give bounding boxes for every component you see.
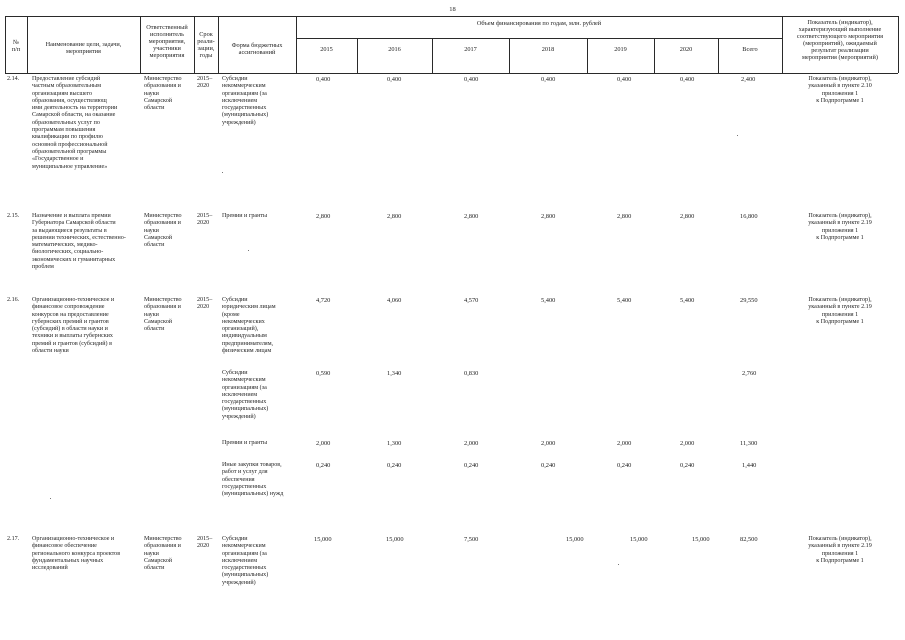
value-2019: 0,400 [617,76,632,83]
row-form: Премии и гранты [222,440,268,446]
header-divider [587,38,588,73]
header-divider [357,38,358,73]
value-2017: 2,000 [464,440,479,447]
header-executor: Ответственный исполнитель мероприятия, участники мероприятия [146,24,188,59]
row-executor: Министерство образования и науки Самарской области [144,297,182,333]
row-number: 2.17. [7,536,20,542]
value-2020: 2,800 [680,213,695,220]
row-name: Организационно-техническое и финансовое обеспечение регионального конкурса проектов фундаментальных научных исследований [32,536,121,572]
row-name: Предоставление субсидий частным образовательным организациям высшего образования, осуществляющ ими деятельность на территории Самарской области, на оказание образовательных услуг по программам повышения квалификации по профилю основной профессиональной образовательной программы «Государственное и муниципальное управление» [32,76,118,170]
row-executor: Министерство образования и науки Самарской области [144,213,182,249]
value-2015: 2,000 [316,440,331,447]
header-total: Всего [742,46,758,53]
row-indicator: Показатель (индикатор), указанный в пункте 2.19 приложения 1 к Подпрограмме 1 [808,213,872,241]
value-total: 11,300 [740,440,758,447]
header-year-2018: 2018 [541,46,555,53]
header-form: Форма бюджетных ассигнований [231,42,283,56]
value-2016: 0,240 [387,462,402,469]
value-2016: 1,340 [387,370,402,377]
row-term: 2015– 2020 [197,213,213,227]
value-2020: 0,400 [680,76,695,83]
header-year-2015: 2015 [320,46,333,53]
header-divider [718,38,719,73]
value-total: 2,400 [741,76,756,83]
header-indicator: Показатель (индикатор), характеризующий выполнение соответствующего мероприятия (мероприятий), ожидаемый результат реализации мероприятия (мероприятий) [796,19,884,61]
value-2016: 0,400 [387,76,402,83]
row-name: Организационно-техническое и финансовое сопровождение конкурсов на предоставление губернских премий и грантов (субсидий) в области науки и техники и выплаты губернских премий и грантов (субсидий) в области науки [32,297,115,355]
header-term: Срок реали- зации, годы [197,31,215,59]
header-divider [654,38,655,73]
row-form: Субсидии юридическим лицам (кроме некоммерческих организаций), индивидуальным предпринимателям, физическим лицам [222,297,276,355]
header-year-2020: 2020 [679,46,693,53]
row-form: Субсидии некоммерческим организациям (за исключением государственных (муниципальных) учреждений) [222,76,269,126]
row-name: Назначение и выплата премии Губернатора Самарской области за выдающиеся результаты в решении технических, естественно- математических, медико- биологических, социально- экономических и гуманитарных проблем [32,213,126,271]
value-total: 29,550 [740,297,758,304]
scan-speck [222,172,223,173]
value-2017: 0,400 [464,76,479,83]
row-form: Премии и гранты [222,213,268,219]
value-2017: 7,500 [464,536,479,543]
value-2018: 0,400 [541,76,556,83]
row-form: Субсидии некоммерческим организациям (за исключением государственных (муниципальных) учреждений) [222,536,269,586]
value-2019: 0,240 [617,462,632,469]
scan-speck [737,135,738,136]
value-2019: 5,400 [617,297,632,304]
value-total: 16,800 [740,213,758,220]
value-2017: 0,830 [464,370,479,377]
value-2020: 5,400 [680,297,695,304]
value-2015: 0,590 [316,370,331,377]
row-form: Субсидии некоммерческим организациям (за исключением государственных (муниципальных) учреждений) [222,370,269,420]
header-name: Наименование цели, задачи, мероприятия [45,41,122,55]
row-term: 2015– 2020 [197,76,213,90]
value-2017: 4,570 [464,297,479,304]
header-year-2017: 2017 [464,46,477,53]
header-number: № п/п [11,39,21,53]
scan-speck [618,564,619,565]
value-2019: 15,000 [630,536,648,543]
header-year-2019: 2019 [614,46,627,53]
value-2019: 2,800 [617,213,632,220]
financing-subheader-border [296,38,782,39]
row-form: Иные закупки товаров, работ и услуг для обеспечения государственных (муниципальных) нужд [222,462,284,498]
scan-speck [248,250,249,251]
value-2019: 2,000 [617,440,632,447]
value-2015: 4,720 [316,297,331,304]
page-number: 18 [449,6,456,13]
value-2018: 0,240 [541,462,556,469]
value-2020: 2,000 [680,440,695,447]
row-indicator: Показатель (индикатор), указанный в пункте 2.19 приложения 1 к Подпрограмме 1 [808,536,872,564]
value-2018: 2,000 [541,440,556,447]
row-term: 2015– 2020 [197,297,213,311]
scan-speck [50,498,51,499]
header-divider [509,38,510,73]
header-top-border [5,16,898,17]
value-2017: 2,800 [464,213,479,220]
value-2015: 2,800 [316,213,331,220]
value-total: 82,500 [740,536,758,543]
value-2015: 15,000 [314,536,332,543]
value-2016: 4,060 [387,297,402,304]
header-divider [898,16,899,73]
row-term: 2015– 2020 [197,536,213,550]
header-bottom-border [5,73,898,74]
value-2018: 5,400 [541,297,556,304]
header-year-2016: 2016 [388,46,401,53]
row-indicator: Показатель (индикатор), указанный в пункте 2.19 приложения 1 к Подпрограмме 1 [808,297,872,325]
row-number: 2.15. [7,213,20,219]
value-total: 1,440 [742,462,757,469]
value-total: 2,760 [742,370,757,377]
row-executor: Министерство образования и науки Самарской области [144,76,182,112]
value-2017: 0,240 [464,462,479,469]
value-2016: 15,000 [386,536,404,543]
value-2018: 15,000 [566,536,584,543]
header-divider [432,38,433,73]
value-2016: 1,300 [387,440,402,447]
row-executor: Министерство образования и науки Самарской области [144,536,182,572]
value-2015: 0,240 [316,462,331,469]
row-number: 2.14. [7,76,20,82]
value-2020: 15,000 [692,536,710,543]
value-2015: 0,400 [316,76,331,83]
value-2020: 0,240 [680,462,695,469]
header-financing: Объем финансирования по годам, млн. рублей [476,20,602,27]
value-2018: 2,800 [541,213,556,220]
value-2016: 2,800 [387,213,402,220]
row-number: 2.16. [7,297,20,303]
row-indicator: Показатель (индикатор), указанный в пункте 2.10 приложения 1 к Подпрограмме 1 [808,76,872,104]
